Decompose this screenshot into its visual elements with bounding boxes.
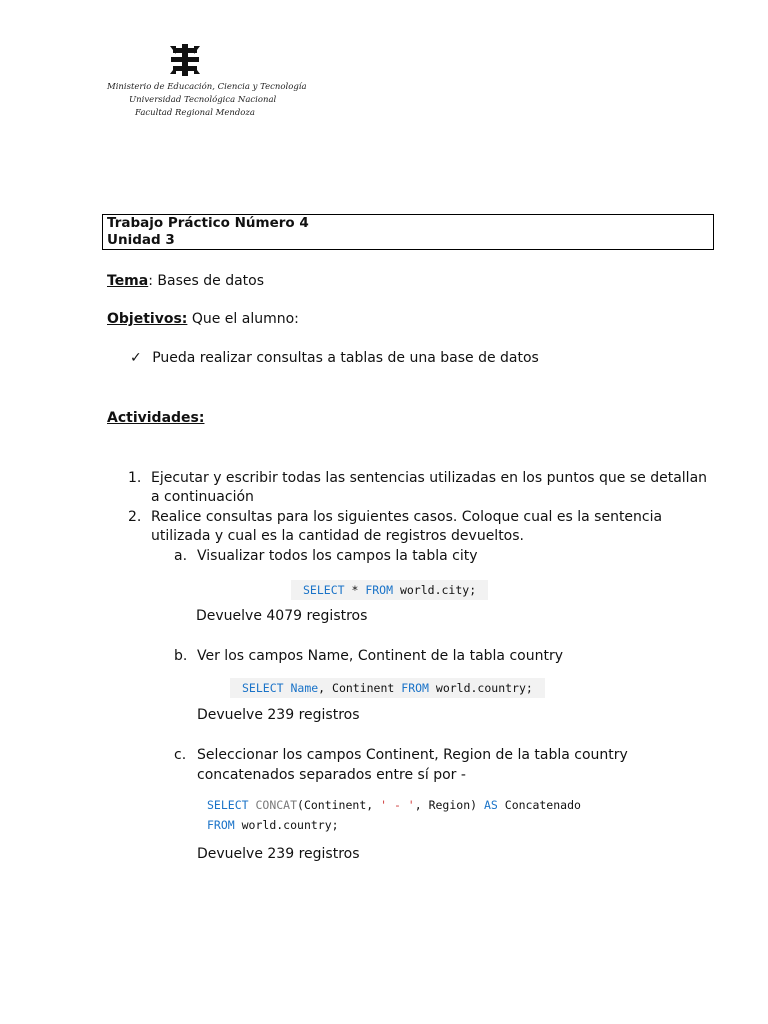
tema-row [107, 273, 264, 289]
code-keyword: SELECT [303, 583, 345, 597]
objetivos-row [107, 311, 299, 327]
code-text: , Continent [318, 681, 402, 695]
code-keyword: SELECT [242, 681, 284, 695]
code-keyword: AS [483, 798, 498, 812]
logo-line-faculty: Facultad Regional Mendoza [135, 108, 255, 118]
code-block-c-line2 [207, 818, 339, 832]
code-text: world.city; [393, 583, 477, 597]
university-logo [105, 44, 307, 124]
tema-value: Bases de datos [157, 273, 265, 289]
code-text: world.country; [234, 818, 339, 832]
utn-emblem-icon [167, 44, 203, 76]
objective-item [130, 350, 539, 366]
activity-2-number: 2. [128, 509, 142, 525]
code-function: CONCAT [248, 798, 298, 812]
code-text: * [344, 583, 366, 597]
subitem-b-result: Devuelve 239 registros [197, 707, 360, 723]
subitem-c-letter: c. [174, 747, 187, 763]
code-keyword: FROM [401, 681, 429, 695]
code-text: world.country; [428, 681, 533, 695]
code-string: ' - ' [380, 798, 415, 812]
code-text: Concatenado [497, 798, 581, 812]
activity-2-line2: utilizada y cual es la cantidad de registros devueltos. [151, 528, 524, 544]
code-text: , Region) [414, 798, 484, 812]
tema-label: Tema [107, 273, 149, 289]
code-text: (Continent, [297, 798, 381, 812]
subitem-a-result: Devuelve 4079 registros [196, 608, 368, 624]
activity-1-number: 1. [128, 470, 142, 486]
code-keyword: Name [283, 681, 319, 695]
objetivos-label: Objetivos: [107, 311, 188, 327]
subitem-c-result: Devuelve 239 registros [197, 846, 360, 862]
unit-title: Unidad 3 [107, 232, 175, 248]
tema-colon: : [148, 273, 153, 289]
logo-line-university: Universidad Tecnológica Nacional [129, 95, 277, 105]
code-block-b [230, 678, 545, 698]
subitem-a-text: Visualizar todos los campos la tabla city [197, 548, 478, 564]
activity-2-line1: Realice consultas para los siguientes casos. Coloque cual es la sentencia [151, 509, 663, 525]
code-block-c-line1 [207, 798, 581, 812]
actividades-heading: Actividades: [107, 410, 205, 426]
subitem-b-letter: b. [174, 648, 188, 664]
activity-1-line2: a continuación [151, 489, 254, 505]
subitem-c-text-line1: Seleccionar los campos Continent, Region de la tabla country [197, 747, 628, 763]
code-keyword: SELECT [207, 798, 249, 812]
subitem-a-letter: a. [174, 548, 188, 564]
code-keyword: FROM [365, 583, 394, 597]
title-box [102, 214, 714, 250]
code-block-a [291, 580, 488, 600]
checkmark-icon: ✓ [130, 350, 142, 366]
logo-line-ministry: Ministerio de Educación, Ciencia y Tecnología [107, 82, 307, 92]
objective-text: Pueda realizar consultas a tablas de una base de datos [152, 350, 539, 366]
objetivos-value: Que el alumno: [191, 311, 299, 327]
activity-1-line1: Ejecutar y escribir todas las sentencias utilizadas en los puntos que se detallan [151, 470, 708, 486]
assignment-title: Trabajo Práctico Número 4 [107, 215, 309, 231]
code-keyword: FROM [207, 818, 235, 832]
subitem-b-text: Ver los campos Name, Continent de la tabla country [197, 648, 563, 664]
subitem-c-text-line2: concatenados separados entre sí por - [197, 767, 466, 783]
